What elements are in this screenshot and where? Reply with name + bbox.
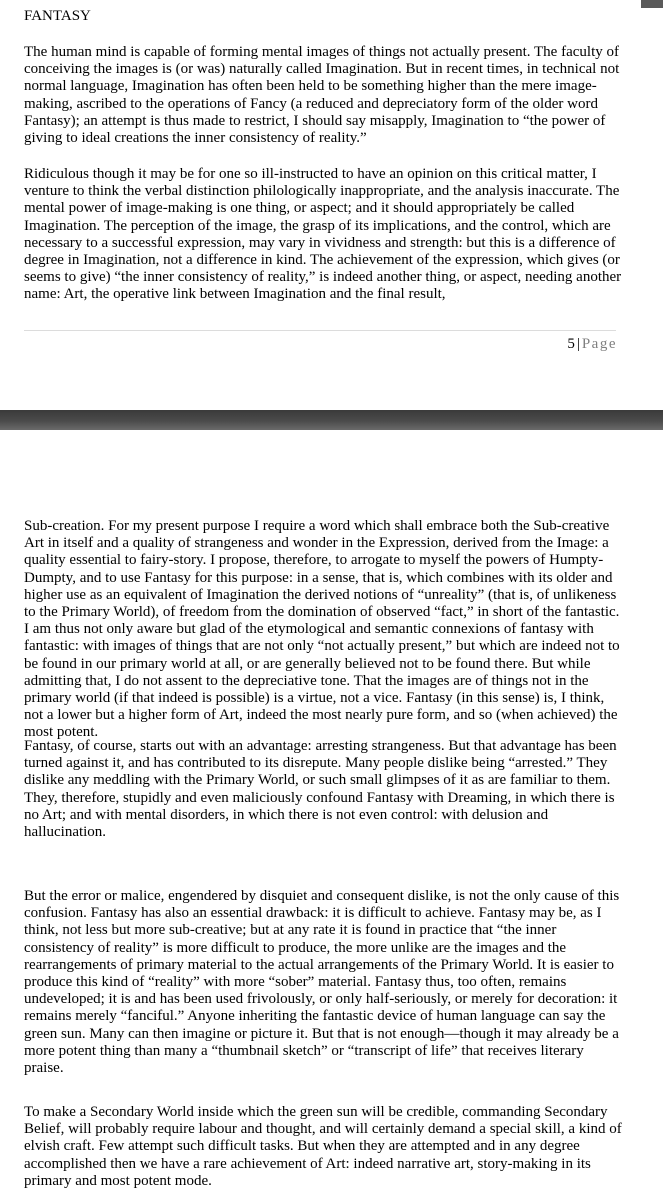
page-separator: | xyxy=(576,336,580,352)
paragraph-advantage: Fantasy, of course, starts out with an advantage: arresting strangeness. But that advantage has been turned against it, and has contributed to its disrepute. Many people dislike being “arrested.” They dislike any meddling with the Primary World, or such small glimpses of it as are familiar to them. They, therefore, stupidly and even maliciously confound Fantasy with Dreaming, in which there is no Art; and with mental disorders, in which there is not even control: with delusion and hallucination. xyxy=(24,738,617,841)
page-footer xyxy=(567,335,617,353)
page-label: Page xyxy=(581,336,617,352)
document-page-bottom xyxy=(0,430,663,1200)
footer-divider xyxy=(24,330,616,331)
paragraph-imagination: The human mind is capable of forming mental images of things not actually present. The faculty of conceiving the images is (or was) naturally called Imagination. But in recent times, in technical not normal language, Imagination has often been held to be something higher than the mere image-making, ascribed to the operations of Fancy (a reduced and depreciatory form of the older word Fantasy); an attempt is thus made to restrict, I should say misapply, Imagination to “the power of giving to ideal creations the inner consistency of reality.” xyxy=(24,44,620,147)
paragraph-drawback: But the error or malice, engendered by disquiet and consequent dislike, is not the only cause of this confusion. Fantasy has also an essential drawback: it is difficult to achieve. Fantasy may be, as I think, not less but more sub-creative; but at any rate it is found in practice that “the inner consistency of reality” is more difficult to produce, the more unlike are the images and the rearrangements of primary material to the actual arrangements of the Primary World. It is easier to produce this kind of “reality” with more “sober” material. Fantasy thus, too often, remains undeveloped; it is and has been used frivolously, or only half-seriously, or merely for decoration: it remains merely “fanciful.” Anyone inheriting the fantastic device of human language can say the green sun. Many can then imagine or picture it. But that is not enough—though it may already be a more potent thing than many a “thumbnail sketch” or “transcript of life” that receives literary praise. xyxy=(24,888,620,1077)
page-corner-mark xyxy=(641,0,663,8)
document-page-top xyxy=(0,0,663,410)
page-heading: FANTASY xyxy=(24,8,91,24)
paragraph-ridiculous: Ridiculous though it may be for one so ill-instructed to have an opinion on this critical matter, I venture to think the verbal distinction philologically inappropriate, and the analysis inaccurate. The mental power of image-making is one thing, or aspect; and it should appropriately be called Imagination. The perception of the image, the grasp of its implications, and the control, which are necessary to a successful expression, may vary in vividness and strength: but this is a difference of degree in Imagination, not a difference in kind. The achievement of the expression, which gives (or seems to give) “the inner consistency of reality,” is indeed another thing, or aspect, needing another name: Art, the operative link between Imagination and the final result, xyxy=(24,166,622,303)
page-number: 5 xyxy=(567,336,575,352)
paragraph-sub-creation: Sub-creation. For my present purpose I require a word which shall embrace both the Sub-creative Art in itself and a quality of strangeness and wonder in the Expression, derived from the Image: a quality essential to fairy-story. I propose, therefore, to arrogate to myself the powers of Humpty-Dumpty, and to use Fantasy for this purpose: in a sense, that is, which combines with its older and higher use as an equivalent of Imagination the derived notions of “unreality” (that is, of unlikeness to the Primary World), of freedom from the domination of observed “fact,” in short of the fantastic. I am thus not only aware but glad of the etymological and semantic connexions of fantasy with fantastic: with images of things that are not only “not actually present,” but which are indeed not to be found in our primary world at all, or are generally believed not to be found there. But while admitting that, I do not assent to the depreciative tone. That the images are of things not in the primary world (if that indeed is possible) is a virtue, not a vice. Fantasy (in this sense) is, I think, not a lower but a higher form of Art, indeed the most nearly pure form, and so (when achieved) the most potent. xyxy=(24,518,620,741)
page-break-gap xyxy=(0,410,663,430)
paragraph-secondary-world: To make a Secondary World inside which the green sun will be credible, commanding Secondary Belief, will probably require labour and thought, and will certainly demand a special skill, a kind of elvish craft. Few attempt such difficult tasks. But when they are attempted and in any degree accomplished then we have a rare achievement of Art: indeed narrative art, story-making in its primary and most potent mode. xyxy=(24,1104,622,1189)
